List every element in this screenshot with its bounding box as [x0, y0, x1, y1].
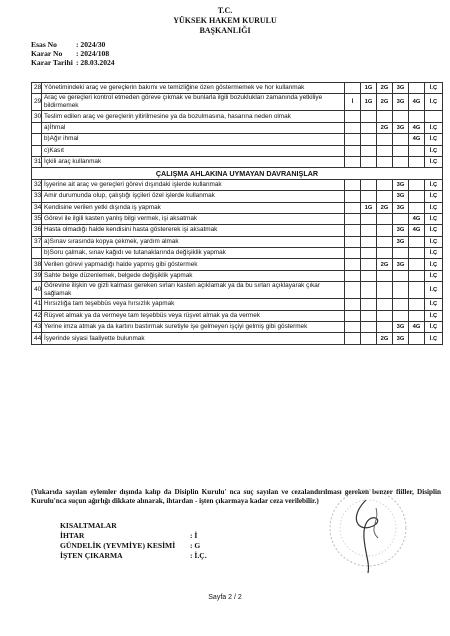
- penalty-cell-ihtar: [345, 83, 361, 94]
- penalty-cell-ihtar: [345, 282, 361, 299]
- penalty-cell-ic: İ.Ç: [425, 225, 443, 236]
- table-row: [32, 111, 443, 122]
- abbr-row: GÜNDELİK (YEVMİYE) KESİMİ : G: [60, 541, 201, 550]
- penalty-cell-1g: [361, 299, 377, 310]
- penalty-cell-ic: İ.Ç: [425, 213, 443, 224]
- row-description: a)Sınav sırasında kopya çekmek, yardım almak: [42, 236, 345, 247]
- penalty-cell-4g: [409, 282, 425, 299]
- penalty-cell-ic: İ.Ç: [425, 322, 443, 333]
- penalty-cell-ihtar: [345, 191, 361, 202]
- penalty-cell-ic: İ.Ç: [425, 134, 443, 145]
- penalty-cell-2g: [377, 310, 393, 321]
- header-line-3: BAŞKANLIĞI: [199, 26, 251, 35]
- row-number: 38: [32, 259, 42, 270]
- penalty-cell-4g: 4G: [409, 134, 425, 145]
- penalty-cell-ihtar: [345, 259, 361, 270]
- row-number: 44: [32, 333, 42, 344]
- penalty-cell-3g: 3G: [393, 202, 409, 213]
- row-number: 29: [32, 94, 42, 111]
- penalty-cell-1g: [361, 145, 377, 156]
- penalty-cell-3g: [393, 134, 409, 145]
- header-line-2: YÜKSEK HAKEM KURULU: [173, 16, 277, 25]
- penalty-cell-2g: [377, 236, 393, 247]
- table-row: [32, 83, 443, 94]
- penalty-cell-4g: [409, 156, 425, 167]
- row-description: Amir durumunda olup, çalıştığı işçileri özel işlerde kullanmak: [42, 191, 345, 202]
- row-number: [32, 248, 42, 259]
- penalty-cell-3g: 3G: [393, 236, 409, 247]
- penalty-cell-4g: [409, 333, 425, 344]
- penalty-cell-2g: 2G: [377, 259, 393, 270]
- penalty-cell-3g: [393, 145, 409, 156]
- row-description: Sahte belge düzenlemek, belgede değişiklik yapmak: [42, 270, 345, 281]
- table-row: [32, 156, 443, 167]
- row-number: 34: [32, 202, 42, 213]
- abbr-title: KISALTMALAR: [60, 521, 117, 530]
- penalty-cell-1g: 1G: [361, 202, 377, 213]
- table-row: [32, 202, 443, 213]
- penalty-cell-3g: [393, 213, 409, 224]
- penalty-cell-ic: İ.Ç: [425, 270, 443, 281]
- penalty-cell-ihtar: [345, 156, 361, 167]
- table-row: [32, 248, 443, 259]
- penalty-cell-4g: 4G: [409, 225, 425, 236]
- penalty-cell-4g: [409, 191, 425, 202]
- penalty-cell-ic: İ.Ç: [425, 94, 443, 111]
- penalty-cell-ihtar: [345, 310, 361, 321]
- penalty-cell-ihtar: [345, 134, 361, 145]
- case-meta: [31, 40, 115, 67]
- penalty-cell-1g: 1G: [361, 94, 377, 111]
- row-number: 28: [32, 83, 42, 94]
- penalty-cell-ic: İ.Ç: [425, 236, 443, 247]
- penalty-cell-4g: [409, 179, 425, 190]
- table-row: [32, 299, 443, 310]
- penalty-cell-2g: [377, 191, 393, 202]
- penalty-cell-3g: [393, 282, 409, 299]
- penalty-cell-3g: [393, 270, 409, 281]
- penalty-cell-3g: 3G: [393, 225, 409, 236]
- penalty-cell-2g: 2G: [377, 83, 393, 94]
- penalty-cell-4g: 4G: [409, 94, 425, 111]
- row-description: Araç ve gereçleri kontrol etmeden göreve çıkmak ve bunlarla ilgili bozuklukları zamanında yetkiliye bildirmemek: [42, 94, 345, 111]
- section-title: ÇALIŞMA AHLAKINA UYMAYAN DAVRANIŞLAR: [32, 168, 443, 179]
- abbreviations: [60, 521, 207, 561]
- abbr-row: İŞTEN ÇIKARMA : İ.Ç.: [60, 551, 207, 560]
- table-row: [32, 134, 443, 145]
- penalty-table: [31, 82, 443, 345]
- penalty-cell-4g: [409, 259, 425, 270]
- penalty-cell-2g: 2G: [377, 94, 393, 111]
- row-number: [32, 122, 42, 133]
- penalty-cell-ihtar: [345, 236, 361, 247]
- meta-row-karar: Karar No : 2024/108: [31, 49, 110, 58]
- penalty-cell-1g: [361, 156, 377, 167]
- row-description: Rüşvet almak ya da vermeye tam teşebbüs veya rüşvet almak ya da vermek: [42, 310, 345, 321]
- table-body-part-1: [32, 83, 443, 168]
- table-row: [32, 179, 443, 190]
- table-row: [32, 270, 443, 281]
- penalty-cell-2g: [377, 322, 393, 333]
- row-number: 36: [32, 225, 42, 236]
- row-number: 42: [32, 310, 42, 321]
- penalty-cell-1g: [361, 134, 377, 145]
- penalty-cell-1g: [361, 191, 377, 202]
- penalty-cell-ic: İ.Ç: [425, 191, 443, 202]
- penalty-cell-3g: [393, 248, 409, 259]
- row-description: Görevine ilişkin ve gizli kalması gereken sırları kasten açıklamak ya da bu sırları açıklayarak çıkar sağlamak: [42, 282, 345, 299]
- penalty-cell-4g: [409, 270, 425, 281]
- table-row: [32, 225, 443, 236]
- penalty-cell-ic: İ.Ç: [425, 122, 443, 133]
- penalty-cell-ihtar: [345, 213, 361, 224]
- penalty-cell-3g: 3G: [393, 333, 409, 344]
- penalty-cell-ic: İ.Ç: [425, 202, 443, 213]
- penalty-cell-2g: 2G: [377, 122, 393, 133]
- row-description: Yerine imza atmak ya da kartını bastırmak suretiyle işe gelmeyen işçiyi gelmiş gibi göstermek: [42, 322, 345, 333]
- row-number: 33: [32, 191, 42, 202]
- row-description: c)Kasıt: [42, 145, 345, 156]
- row-description: Teslim edilen araç ve gereçlerin yitirilmesine ya da bozulmasına, hasarına neden olmak: [42, 111, 345, 122]
- penalty-cell-ihtar: [345, 225, 361, 236]
- stamp-signature-icon: [318, 478, 418, 578]
- penalty-cell-ic: [425, 111, 443, 122]
- table-row: [32, 236, 443, 247]
- table-row: [32, 282, 443, 299]
- penalty-cell-3g: 3G: [393, 322, 409, 333]
- penalty-cell-1g: [361, 111, 377, 122]
- penalty-cell-1g: [361, 270, 377, 281]
- table-row: [32, 310, 443, 321]
- row-number: [32, 145, 42, 156]
- penalty-cell-2g: [377, 299, 393, 310]
- table-row: [32, 94, 443, 111]
- penalty-cell-4g: [409, 248, 425, 259]
- row-description: b)Ağır ihmal: [42, 134, 345, 145]
- penalty-cell-4g: [409, 145, 425, 156]
- row-description: b)Soru çalmak, sınav kağıdı ve tutanaklarında değişiklik yapmak: [42, 248, 345, 259]
- row-number: 35: [32, 213, 42, 224]
- penalty-cell-3g: 3G: [393, 179, 409, 190]
- penalty-cell-2g: [377, 179, 393, 190]
- penalty-cell-2g: [377, 156, 393, 167]
- penalty-cell-4g: [409, 83, 425, 94]
- penalty-cell-2g: 2G: [377, 202, 393, 213]
- penalty-cell-ihtar: [345, 145, 361, 156]
- penalty-cell-3g: [393, 156, 409, 167]
- penalty-cell-3g: 3G: [393, 94, 409, 111]
- penalty-cell-3g: 3G: [393, 191, 409, 202]
- penalty-cell-4g: 4G: [409, 122, 425, 133]
- penalty-cell-1g: [361, 213, 377, 224]
- penalty-cell-1g: [361, 322, 377, 333]
- penalty-cell-1g: [361, 333, 377, 344]
- row-number: 37: [32, 236, 42, 247]
- penalty-cell-ic: İ.Ç: [425, 179, 443, 190]
- penalty-cell-1g: [361, 310, 377, 321]
- penalty-cell-1g: [361, 122, 377, 133]
- penalty-cell-3g: 3G: [393, 83, 409, 94]
- header-line-1: T.C.: [217, 6, 233, 15]
- penalty-cell-ic: İ.Ç: [425, 156, 443, 167]
- table-row: [32, 213, 443, 224]
- row-description: a)İhmal: [42, 122, 345, 133]
- row-number: 40: [32, 282, 42, 299]
- penalty-cell-ihtar: [345, 333, 361, 344]
- penalty-cell-4g: [409, 299, 425, 310]
- penalty-cell-1g: [361, 236, 377, 247]
- note-paragraph: (Yukarıda sayılan eylemler dışında kalıp da Disiplin Kurulu' nca suç sayılan ve cezalandırılması gereken benzer fiiller, Disiplin Kurulu'nca suçun ağırlığı dikkate alınarak, ihtardan - işten çıkarmaya kadar ceza verilebilir.): [31, 488, 441, 505]
- row-description: İşyerine ait araç ve gereçleri görevi dışındaki işlerde kullanmak: [42, 179, 345, 190]
- penalty-cell-2g: [377, 248, 393, 259]
- penalty-cell-1g: [361, 248, 377, 259]
- row-description: Hırsızlığa tam teşebbüs veya hırsızlık yapmak: [42, 299, 345, 310]
- row-description: Verilen görevi yapmadığı halde yapmış gibi göstermek: [42, 259, 345, 270]
- penalty-cell-4g: 4G: [409, 322, 425, 333]
- row-number: [32, 134, 42, 145]
- page-number: Sayfa 2 / 2: [208, 594, 242, 601]
- row-number: 31: [32, 156, 42, 167]
- penalty-cell-ihtar: İ: [345, 94, 361, 111]
- row-description: Görevi ile ilgili kasten yanlış bilgi vermek, işi aksatmak: [42, 213, 345, 224]
- penalty-cell-ic: İ.Ç: [425, 282, 443, 299]
- table-row: [32, 322, 443, 333]
- meta-row-tarih: Karar Tarihi : 28.03.2024: [31, 58, 115, 67]
- penalty-cell-ic: İ.Ç: [425, 333, 443, 344]
- row-number: 32: [32, 179, 42, 190]
- penalty-cell-ihtar: [345, 299, 361, 310]
- table-row: [32, 122, 443, 133]
- table-body-part-2: [32, 179, 443, 344]
- penalty-cell-ic: İ.Ç: [425, 259, 443, 270]
- penalty-cell-1g: [361, 179, 377, 190]
- penalty-cell-ihtar: [345, 202, 361, 213]
- row-description: İşyerinde siyasi faaliyette bulunmak: [42, 333, 345, 344]
- penalty-cell-4g: [409, 310, 425, 321]
- penalty-cell-ihtar: [345, 179, 361, 190]
- penalty-cell-ic: İ.Ç: [425, 248, 443, 259]
- penalty-cell-2g: 2G: [377, 333, 393, 344]
- penalty-cell-1g: [361, 225, 377, 236]
- penalty-cell-1g: [361, 282, 377, 299]
- row-number: 30: [32, 111, 42, 122]
- table-row: [32, 259, 443, 270]
- row-number: 41: [32, 299, 42, 310]
- penalty-cell-ihtar: [345, 111, 361, 122]
- penalty-cell-4g: 4G: [409, 213, 425, 224]
- abbr-row: İHTAR : İ: [60, 531, 198, 540]
- penalty-cell-3g: [393, 310, 409, 321]
- penalty-cell-3g: 3G: [393, 122, 409, 133]
- penalty-cell-3g: 3G: [393, 259, 409, 270]
- penalty-cell-ic: İ.Ç: [425, 83, 443, 94]
- penalty-cell-2g: [377, 282, 393, 299]
- penalty-cell-2g: [377, 111, 393, 122]
- penalty-cell-1g: [361, 259, 377, 270]
- row-description: Kendisine verilen yetki dışında iş yapmak: [42, 202, 345, 213]
- table-row: [32, 333, 443, 344]
- penalty-cell-4g: [409, 236, 425, 247]
- penalty-cell-ihtar: [345, 122, 361, 133]
- penalty-cell-2g: [377, 213, 393, 224]
- row-description: Yönetimindeki araç ve gereçlerin bakımı ve temizliğine özen göstermemek ve hor kullanmak: [42, 83, 345, 94]
- penalty-cell-ihtar: [345, 270, 361, 281]
- penalty-cell-ihtar: [345, 322, 361, 333]
- row-number: 39: [32, 270, 42, 281]
- row-description: Hasta olmadığı halde kendisini hasta göstererek işi aksatmak: [42, 225, 345, 236]
- table-row: [32, 145, 443, 156]
- table-section-header: [32, 168, 443, 179]
- penalty-cell-ic: İ.Ç: [425, 310, 443, 321]
- row-number: 43: [32, 322, 42, 333]
- penalty-cell-1g: 1G: [361, 83, 377, 94]
- penalty-cell-2g: [377, 145, 393, 156]
- penalty-cell-4g: [409, 202, 425, 213]
- penalty-cell-ic: İ.Ç: [425, 145, 443, 156]
- penalty-cell-2g: [377, 134, 393, 145]
- penalty-cell-2g: [377, 270, 393, 281]
- penalty-cell-3g: [393, 299, 409, 310]
- penalty-cell-2g: [377, 225, 393, 236]
- penalty-cell-ihtar: [345, 248, 361, 259]
- penalty-cell-ic: İ.Ç: [425, 299, 443, 310]
- penalty-cell-4g: [409, 111, 425, 122]
- table-row: [32, 191, 443, 202]
- meta-row-esas: Esas No : 2024/30: [31, 40, 106, 49]
- penalty-cell-3g: [393, 111, 409, 122]
- row-description: İçkili araç kullanmak: [42, 156, 345, 167]
